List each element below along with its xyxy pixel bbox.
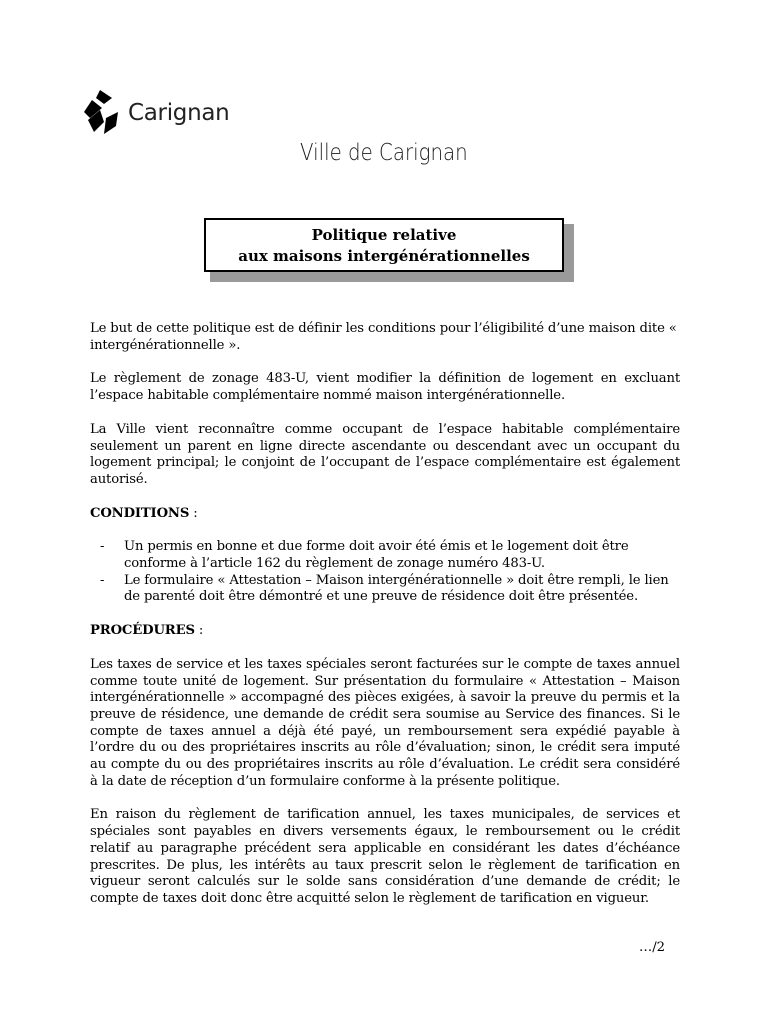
logo-text: Carignan xyxy=(128,100,230,126)
bullet-dash: - xyxy=(100,572,105,588)
page-indicator: …/2 xyxy=(639,940,666,955)
carignan-logo-icon xyxy=(82,88,122,138)
procedures-heading-label: PROCÉDURES xyxy=(90,623,195,639)
procedures-heading-colon: : xyxy=(194,623,204,639)
procedures-heading xyxy=(90,623,680,640)
occupant-paragraph: La Ville vient reconnaître comme occupant de l’espace habitable complémentaire seulement un parent en ligne directe ascendante ou descendant avec un occupant du logement principal; le conjoint de l’occupant de l’espace complémentaire est également autorisé. xyxy=(90,421,680,487)
condition-text: Le formulaire « Attestation – Maison intergénérationnelle » doit être rempli, le lien de parenté doit être démontré et une preuve de résidence doit être présentée. xyxy=(124,572,669,605)
list-item xyxy=(100,572,680,606)
conditions-heading-label: CONDITIONS xyxy=(90,505,190,521)
bullet-dash: - xyxy=(100,539,105,555)
conditions-list xyxy=(90,539,680,606)
policy-title-box xyxy=(204,218,564,272)
procedures-paragraph-1: Les taxes de service et les taxes spéciales seront facturées sur le compte de taxes annuel comme toute unité de logement. Sur présentation du formulaire « Attestation – Maison intergénérationnelle » accompagné des pièces exigées, à savoir la preuve du permis et la preuve de résidence, une demande de crédit sera soumise au Service des finances. Si le compte de taxes annuel a déjà été payé, un remboursement sera expédié payable à l’ordre du ou des propriétaires inscrits au rôle d’évaluation; sinon, le crédit sera imputé au compte du ou des propriétaires inscrits au rôle d’évaluation. Le crédit sera considéré à la date de réception d’un formulaire conforme à la présente politique. xyxy=(90,656,680,789)
conditions-heading xyxy=(90,506,680,523)
city-title: Ville de Carignan xyxy=(300,140,468,166)
conditions-heading-colon: : xyxy=(189,505,198,521)
header-logo xyxy=(82,88,229,138)
document-body xyxy=(90,321,680,925)
zoning-paragraph: Le règlement de zonage 483-U, vient modifier la définition de logement en excluant l’espace habitable complémentaire nommé maison intergénérationnelle. xyxy=(90,371,680,404)
policy-title-line-2: aux maisons intergénérationnelles xyxy=(238,247,530,265)
list-item xyxy=(100,539,680,572)
intro-paragraph: Le but de cette politique est de définir les conditions pour l’éligibilité d’une maison dite « intergénérationnelle ». xyxy=(90,321,677,353)
procedures-paragraph-2: En raison du règlement de tarification annuel, les taxes municipales, de services et spéciales sont payables en divers versements égaux, le remboursement ou le crédit relatif au paragraphe précédent sera applicable en considérant les dates d’échéance prescrites. De plus, les intérêts au taux prescrit selon le règlement de tarification en vigueur seront calculés sur le solde sans considération d’une demande de crédit; le compte de taxes doit donc être acquitté selon le règlement de tarification en vigueur. xyxy=(90,807,680,906)
policy-title-line-1: Politique relative xyxy=(311,226,457,244)
condition-text: Un permis en bonne et due forme doit avoir été émis et le logement doit être conforme à l’article 162 du règlement de zonage numéro 483-U. xyxy=(124,539,629,572)
